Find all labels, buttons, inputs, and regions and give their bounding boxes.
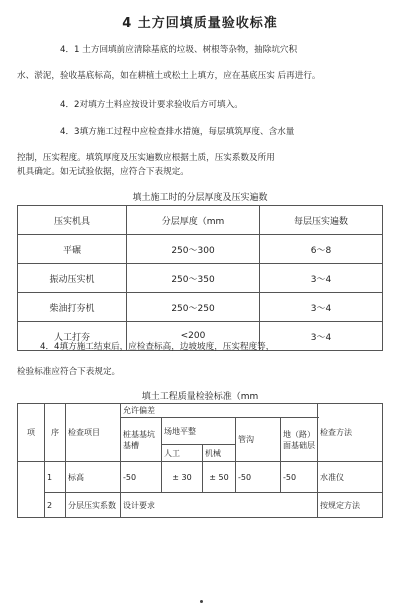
header-cell: 人工 [162, 445, 203, 462]
header-cell: 机械 [203, 445, 236, 462]
cell: 250～250 [127, 293, 260, 322]
paragraph-4-2: 4．2对填方土料应按设计要求验收后方可填入。 [60, 100, 243, 110]
header-cell: 序 [45, 404, 66, 462]
header-cell: 检查方法 [318, 404, 383, 462]
table-header-row [18, 206, 383, 235]
page-title: 4 土方回填质量验收标准 [122, 16, 278, 31]
cell: 按规定方法 [318, 493, 383, 518]
header-cell: 项 [18, 404, 45, 462]
cell: 3～4 [260, 264, 383, 293]
table2-caption: 填土工程质量检验标准（mm [141, 392, 259, 402]
cell: ± 30 [162, 462, 203, 493]
cell: <200 [127, 322, 260, 351]
cell [18, 462, 45, 518]
cell: 3～4 [260, 322, 383, 351]
table1-caption: 填土施工时的分层厚度及压实遍数 [132, 193, 268, 203]
cell: 柴油打夯机 [18, 293, 127, 322]
table-row [18, 293, 383, 322]
table-header-row [18, 404, 383, 418]
paragraph-4-3-line3: 机具确定。如无试验依据，应符合下表规定。 [17, 167, 189, 177]
header-cell: 每层压实遍数 [260, 206, 383, 235]
header-cell: 分层厚度（mm [127, 206, 260, 235]
cell: 3～4 [260, 293, 383, 322]
cell: 平碾 [18, 235, 127, 264]
table-row [18, 235, 383, 264]
header-cell: 桩基基坑基槽 [121, 418, 162, 462]
paragraph-4-4-line2: 检验标准应符合下表规定。 [17, 367, 121, 377]
paragraph-4-3-line2: 控制，压实程度。填筑厚度及压实遍数应根据土质，压实系数及所用 [17, 153, 275, 163]
cell: 分层压实系数 [66, 493, 121, 518]
table-row [18, 264, 383, 293]
cell: 1 [45, 462, 66, 493]
quality-inspection-table [17, 403, 383, 518]
header-cell: 地（路）面基础层 [281, 418, 318, 462]
cell: -50 [121, 462, 162, 493]
cell: 250～300 [127, 235, 260, 264]
cell: -50 [281, 462, 318, 493]
cell: 振动压实机 [18, 264, 127, 293]
cell: 标高 [66, 462, 121, 493]
header-cell: 管沟 [236, 418, 281, 462]
cell: 2 [45, 493, 66, 518]
header-cell: 压实机具 [18, 206, 127, 235]
cell: 人工打夯 [18, 322, 127, 351]
paragraph-4-3-line1: 4．3填方施工过程中应检查排水措施，每层填筑厚度、含水量 [60, 127, 295, 137]
cell: 6～8 [260, 235, 383, 264]
table-row [18, 493, 383, 518]
page-marker-dot [200, 600, 203, 603]
cell: 水准仪 [318, 462, 383, 493]
table-row [18, 462, 383, 493]
cell: 250～350 [127, 264, 260, 293]
header-cell: 检查项目 [66, 404, 121, 462]
paragraph-4-1-line2: 水、淤泥，验收基底标高，如在耕植土或松土上填方，应在基底压实 后再进行。 [17, 71, 321, 81]
header-cell: 场地平整 [162, 418, 236, 445]
header-cell: 允许偏差 [121, 404, 318, 418]
paragraph-4-4-line1: 4．4填方施工结束后，应检查标高，边坡坡度，压实程度等， [40, 342, 275, 352]
cell: ± 50 [203, 462, 236, 493]
layer-thickness-table [17, 205, 383, 351]
cell: -50 [236, 462, 281, 493]
paragraph-4-1-line1: 4．1 土方回填前应清除基底的垃圾、树根等杂物，抽除坑穴积 [60, 45, 298, 55]
cell: 设计要求 [121, 493, 318, 518]
